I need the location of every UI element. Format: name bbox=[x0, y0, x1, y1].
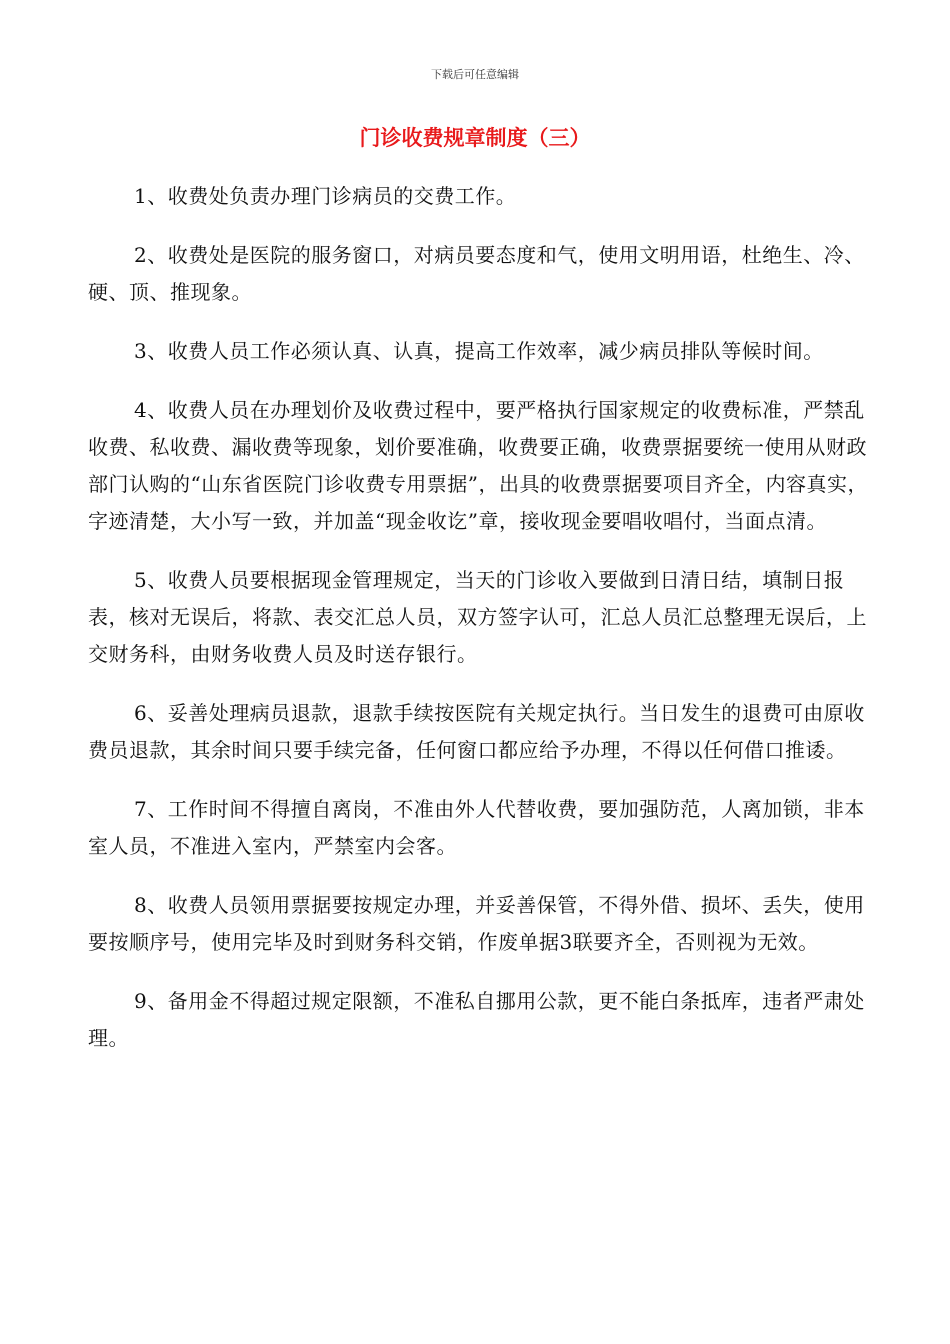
document-title: 门诊收费规章制度（三） bbox=[359, 126, 591, 150]
paragraph-3: 3、收费人员工作必须认真、认真，提高工作效率，减少病员排队等候时间。 bbox=[134, 339, 824, 363]
paragraph-8: 8、收费人员领用票据要按规定办理，并妥善保管，不得外借、损坏、丢失，使用要按顺序号，使用完毕及时到财务科交销，作废单据3联要齐全，否则视为无效。 bbox=[88, 893, 865, 954]
paragraph-6: 6、妥善处理病员退款，退款手续按医院有关规定执行。当日发生的退费可由原收费员退款，其余时间只要手续完备，任何窗口都应给予办理，不得以任何借口推诿。 bbox=[88, 701, 865, 762]
paragraph-2: 2、收费处是医院的服务窗口，对病员要态度和气，使用文明用语，杜绝生、冷、硬、顶、推现象。 bbox=[88, 243, 865, 304]
paragraph-1: 1、收费处负责办理门诊病员的交费工作。 bbox=[134, 184, 517, 208]
paragraph-7: 7、工作时间不得擅自离岗，不准由外人代替收费，要加强防范，人离加锁，非本室人员，不准进入室内，严禁室内会客。 bbox=[88, 797, 865, 858]
paragraph-5: 5、收费人员要根据现金管理规定，当天的门诊收入要做到日清日结，填制日报表，核对无误后，将款、表交汇总人员，双方签字认可，汇总人员汇总整理无误后，上交财务科，由财务收费人员及时送存银行。 bbox=[88, 568, 867, 666]
header-note: 下载后可任意编辑 bbox=[431, 68, 519, 81]
paragraph-4: 4、收费人员在办理划价及收费过程中，要严格执行国家规定的收费标准，严禁乱收费、私收费、漏收费等现象，划价要准确，收费要正确，收费票据要统一使用从财政部门认购的“山东省医院门诊收费专用票据”，出具的收费票据要项目齐全，内容真实，字迹清楚，大小写一致，并加盖“现金收讫”章，接收现金要唱收唱付，当面点清。 bbox=[88, 398, 868, 533]
document-body bbox=[88, 178, 878, 1079]
paragraph-9: 9、备用金不得超过规定限额，不准私自挪用公款，更不能白条抵库，违者严肃处理。 bbox=[88, 989, 865, 1050]
